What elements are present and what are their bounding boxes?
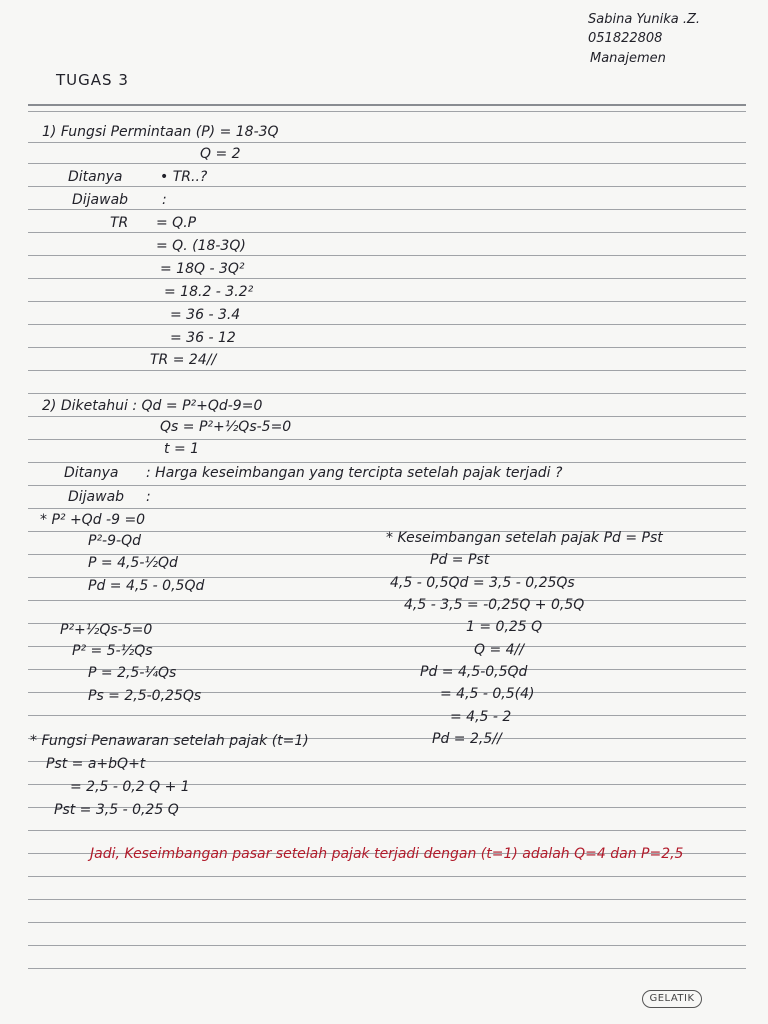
rule-line <box>28 255 746 256</box>
equilibrium-step: = 4,5 - 2 <box>450 709 512 725</box>
problem1-given: Q = 2 <box>200 146 241 162</box>
problem2-dijawab: : <box>146 489 151 505</box>
problem2-question: 2) Diketahui : Qd = P²+Qd-9=0 <box>42 398 263 414</box>
demand-step: P = 4,5-½Qd <box>88 555 178 571</box>
rule-line <box>28 393 746 394</box>
rule-line <box>28 968 746 969</box>
demand-step: * P² +Qd -9 =0 <box>40 512 146 528</box>
problem1-step: = 18Q - 3Q² <box>160 261 245 277</box>
problem1-dijawab-label: Dijawab <box>72 192 129 208</box>
equilibrium-step: 1 = 0,25 Q <box>466 619 543 635</box>
rule-line <box>28 209 746 210</box>
rule-line <box>28 347 746 348</box>
rule-line <box>28 899 746 900</box>
supply-step: P² = 5-½Qs <box>72 643 153 659</box>
rule-line <box>28 922 746 923</box>
problem1-dijawab: : <box>162 192 167 208</box>
demand-step: P²-9-Qd <box>88 533 141 549</box>
rule-line <box>28 104 746 106</box>
equilibrium-step: Pd = 4,5-0,5Qd <box>420 664 528 680</box>
rule-line <box>28 232 746 233</box>
problem1-step: = Q. (18-3Q) <box>156 238 246 254</box>
problem2-ditanya-label: Ditanya <box>64 465 119 481</box>
supply-tax-step: Pst = 3,5 - 0,25 Q <box>54 802 179 818</box>
student-id: 051822808 <box>588 31 663 46</box>
rule-line <box>28 142 746 143</box>
equilibrium-price: Pd = 2,5// <box>432 731 502 747</box>
supply-tax-heading: * Fungsi Penawaran setelah pajak (t=1) <box>30 733 309 749</box>
rule-line <box>28 324 746 325</box>
student-name: Sabina Yunika .Z. <box>588 12 701 27</box>
problem1-step: = 36 - 12 <box>170 330 236 346</box>
problem1-question: 1) Fungsi Permintaan (P) = 18-3Q <box>42 124 279 140</box>
equilibrium-step: = 4,5 - 0,5(4) <box>440 686 535 702</box>
conclusion: Jadi, Keseimbangan pasar setelah pajak terjadi dengan (t=1) adalah Q=4 dan P=2,5 <box>90 846 684 862</box>
problem2-dijawab-label: Dijawab <box>68 489 125 505</box>
problem2-t: t = 1 <box>164 441 200 457</box>
rule-line <box>28 186 746 187</box>
supply-step: P²+½Qs-5=0 <box>60 622 153 638</box>
rule-line <box>28 111 746 112</box>
equilibrium-step: 4,5 - 0,5Qd = 3,5 - 0,25Qs <box>390 575 575 591</box>
problem1-step: = 18.2 - 3.2² <box>164 284 254 300</box>
equilibrium-step: 4,5 - 3,5 = -0,25Q + 0,5Q <box>404 597 585 613</box>
problem2-ditanya: : Harga keseimbangan yang tercipta setelah pajak terjadi ? <box>146 465 563 481</box>
equilibrium-heading: * Keseimbangan setelah pajak Pd = Pst <box>386 530 663 546</box>
problem1-step: = 36 - 3.4 <box>170 307 241 323</box>
rule-line <box>28 416 746 417</box>
problem2-qs: Qs = P²+½Qs-5=0 <box>160 419 292 435</box>
supply-step: P = 2,5-¼Qs <box>88 665 177 681</box>
rule-line <box>28 508 746 509</box>
rule-line <box>28 945 746 946</box>
page-title: TUGAS 3 <box>56 71 129 89</box>
problem1-tr-label: TR <box>110 215 129 231</box>
rule-line <box>28 301 746 302</box>
rule-line <box>28 485 746 486</box>
rule-line <box>28 278 746 279</box>
gelatik-logo: GELATIK <box>642 990 702 1008</box>
rule-line <box>28 370 746 371</box>
student-major: Manajemen <box>590 51 666 66</box>
rule-line <box>28 462 746 463</box>
problem1-step: = Q.P <box>156 215 197 231</box>
rule-line <box>28 163 746 164</box>
rule-line <box>28 600 746 601</box>
supply-tax-step: = 2,5 - 0,2 Q + 1 <box>70 779 190 795</box>
supply-step: Ps = 2,5-0,25Qs <box>88 688 202 704</box>
problem1-ditanya: • TR..? <box>160 169 208 185</box>
demand-step: Pd = 4,5 - 0,5Qd <box>88 578 205 594</box>
equilibrium-quantity: Q = 4// <box>474 642 524 658</box>
problem1-result: TR = 24// <box>150 352 217 368</box>
rule-line <box>28 715 746 716</box>
supply-tax-step: Pst = a+bQ+t <box>46 756 146 772</box>
rule-line <box>28 876 746 877</box>
problem1-ditanya-label: Ditanya <box>68 169 123 185</box>
rule-line <box>28 439 746 440</box>
equilibrium-step: Pd = Pst <box>430 552 490 568</box>
rule-line <box>28 830 746 831</box>
